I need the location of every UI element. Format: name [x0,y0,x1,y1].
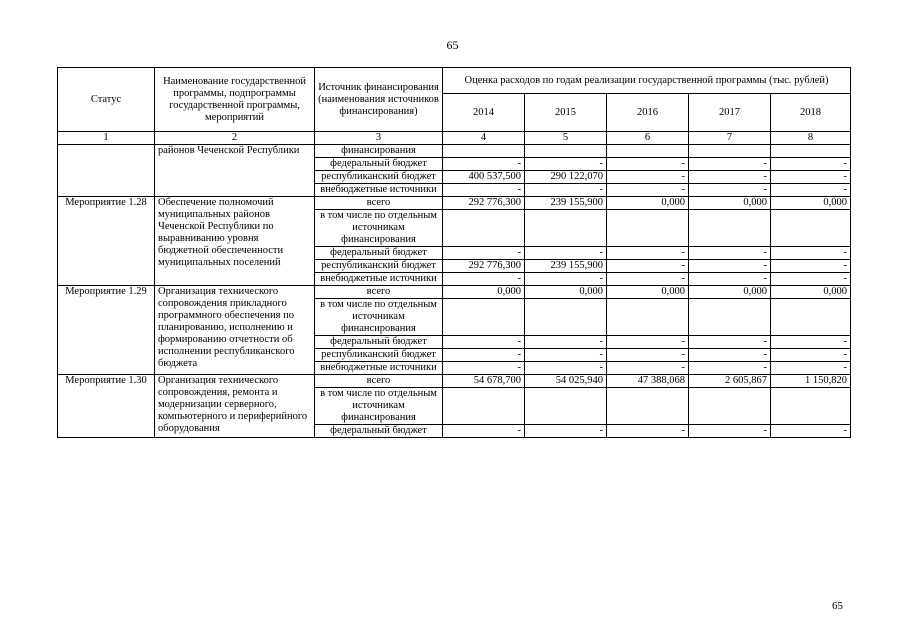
amount-cell: 290 122,070 [525,171,607,184]
header-status: Статус [58,68,155,132]
amount-cell: 0,000 [771,286,851,299]
amount-cell [443,388,525,425]
column-number: 1 [58,132,155,145]
header-year: 2017 [689,94,771,132]
amount-cell: 292 776,300 [443,197,525,210]
amount-cell [607,299,689,336]
amount-cell [607,388,689,425]
amount-cell: - [443,362,525,375]
amount-cell [771,145,851,158]
amount-cell [443,299,525,336]
amount-cell: - [771,362,851,375]
header-estimate: Оценка расходов по годам реализации государственной программы (тыс. рублей) [443,68,851,94]
amount-cell: 0,000 [525,286,607,299]
amount-cell: - [689,425,771,438]
funding-source: внебюджетные источники [315,184,443,197]
amount-cell: - [689,184,771,197]
amount-cell: - [689,273,771,286]
funding-source: финансирования [315,145,443,158]
amount-cell: - [771,260,851,273]
amount-cell: - [443,336,525,349]
page-number-bottom: 65 [832,600,843,612]
amount-cell [771,299,851,336]
row-name: Обеспечение полномочий муниципальных районов Чеченской Республики по выравниванию уровня бюджетной обеспеченности муниципальных поселений [155,197,315,286]
funding-source: в том числе по отдельным источникам финансирования [315,299,443,336]
table-row [58,375,851,388]
amount-cell: - [607,184,689,197]
funding-source: республиканский бюджет [315,349,443,362]
amount-cell: 292 776,300 [443,260,525,273]
amount-cell: - [771,273,851,286]
funding-source: внебюджетные источники [315,273,443,286]
funding-source: федеральный бюджет [315,247,443,260]
page-number-top: 65 [446,38,459,52]
amount-cell: - [525,184,607,197]
amount-cell: 0,000 [689,197,771,210]
row-status: Мероприятие 1.29 [58,286,155,375]
row-status: Мероприятие 1.28 [58,197,155,286]
amount-cell [525,388,607,425]
column-number: 3 [315,132,443,145]
amount-cell: 0,000 [771,197,851,210]
amount-cell: - [525,158,607,171]
amount-cell: - [689,171,771,184]
amount-cell: 239 155,900 [525,260,607,273]
budget-table [57,67,851,438]
header-year: 2018 [771,94,851,132]
funding-source: всего [315,197,443,210]
header-name: Наименование государственной программы, подпрограммы государственной программы, мероприятий [155,68,315,132]
amount-cell [689,210,771,247]
amount-cell [443,145,525,158]
amount-cell: - [607,158,689,171]
amount-cell: 0,000 [443,286,525,299]
amount-cell: - [443,184,525,197]
amount-cell: 54 678,700 [443,375,525,388]
header-year: 2015 [525,94,607,132]
amount-cell: - [607,362,689,375]
header-year: 2014 [443,94,525,132]
amount-cell: - [443,425,525,438]
funding-source: в том числе по отдельным источникам финансирования [315,388,443,425]
amount-cell: - [607,425,689,438]
amount-cell: - [443,349,525,362]
amount-cell: - [443,247,525,260]
amount-cell: - [771,349,851,362]
column-number: 5 [525,132,607,145]
amount-cell [525,145,607,158]
amount-cell: - [771,171,851,184]
amount-cell [443,210,525,247]
funding-source: внебюджетные источники [315,362,443,375]
amount-cell: 2 605,867 [689,375,771,388]
header-source: Источник финансирования (наименования источников финансирования) [315,68,443,132]
amount-cell: 0,000 [607,286,689,299]
amount-cell: - [443,158,525,171]
amount-cell: - [607,349,689,362]
amount-cell: - [525,362,607,375]
amount-cell: - [689,158,771,171]
funding-source: федеральный бюджет [315,336,443,349]
row-name: районов Чеченской Республики [155,145,315,197]
amount-cell [525,299,607,336]
funding-source: федеральный бюджет [315,425,443,438]
amount-cell: - [689,260,771,273]
table-row [58,197,851,210]
amount-cell: - [525,425,607,438]
funding-source: республиканский бюджет [315,260,443,273]
amount-cell: 1 150,820 [771,375,851,388]
column-number: 2 [155,132,315,145]
amount-cell [607,145,689,158]
row-name: Организация технического сопровождения, ремонта и модернизации серверного, компьютерного и периферийного оборудования [155,375,315,438]
funding-source: в том числе по отдельным источникам финансирования [315,210,443,247]
amount-cell: - [525,349,607,362]
amount-cell: - [607,260,689,273]
amount-cell: 0,000 [607,197,689,210]
amount-cell: - [607,247,689,260]
amount-cell [689,388,771,425]
amount-cell: 0,000 [689,286,771,299]
amount-cell: - [771,184,851,197]
amount-cell: 239 155,900 [525,197,607,210]
amount-cell: 400 537,500 [443,171,525,184]
amount-cell: - [525,247,607,260]
column-number: 6 [607,132,689,145]
row-status: Мероприятие 1.30 [58,375,155,438]
amount-cell: - [771,336,851,349]
amount-cell: - [689,247,771,260]
column-number: 4 [443,132,525,145]
amount-cell: - [771,425,851,438]
funding-source: федеральный бюджет [315,158,443,171]
amount-cell: - [607,273,689,286]
amount-cell [771,210,851,247]
table-row [58,286,851,299]
amount-cell: - [689,349,771,362]
amount-cell: - [689,336,771,349]
amount-cell [771,388,851,425]
amount-cell [607,210,689,247]
amount-cell: - [525,336,607,349]
column-number: 8 [771,132,851,145]
amount-cell: - [525,273,607,286]
amount-cell: - [607,336,689,349]
amount-cell [689,145,771,158]
funding-source: всего [315,286,443,299]
funding-source: республиканский бюджет [315,171,443,184]
amount-cell [525,210,607,247]
amount-cell: - [607,171,689,184]
row-status [58,145,155,197]
funding-source: всего [315,375,443,388]
amount-cell: - [689,362,771,375]
amount-cell: - [771,158,851,171]
amount-cell: - [443,273,525,286]
amount-cell: - [771,247,851,260]
header-year: 2016 [607,94,689,132]
column-number: 7 [689,132,771,145]
amount-cell: 54 025,940 [525,375,607,388]
table-row [58,145,851,158]
amount-cell [689,299,771,336]
row-name: Организация технического сопровождения прикладного программного обеспечения по планированию, исполнению и формированию отчетности об исполнении республиканского бюджета [155,286,315,375]
amount-cell: 47 388,068 [607,375,689,388]
